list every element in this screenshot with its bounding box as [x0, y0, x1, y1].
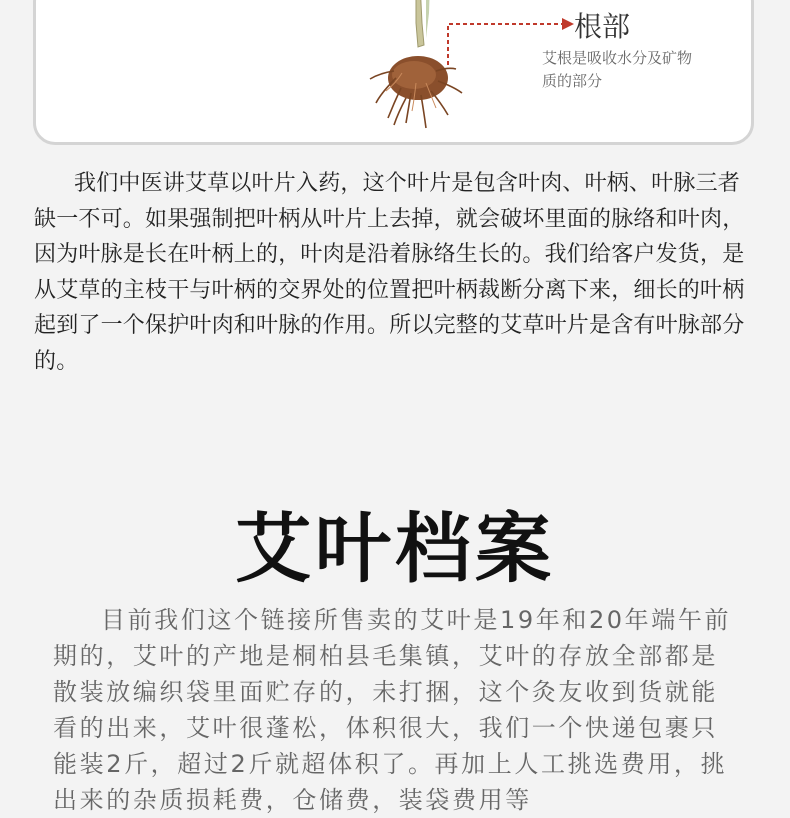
leaf-description-paragraph: 我们中医讲艾草以叶片入药，这个叶片是包含叶肉、叶柄、叶脉三者缺一不可。如果强制把叶柄从叶片上去掉，就会破坏里面的脉络和叶肉，因为叶脉是长在叶柄上的，叶肉是沿着脉络生长的。我们给客户发货，是从艾草的主枝干与叶柄的交界处的位置把叶柄裁断分离下来，细长的叶柄起到了一个保护叶肉和叶脉的作用。所以完整的艾草叶片是含有叶脉部分的。 — [34, 171, 745, 374]
root-illustration-card — [33, 0, 754, 145]
root-label: 根部 — [574, 10, 631, 43]
archive-paragraph: 目前我们这个链接所售卖的艾叶是19年和20年端午前期的，艾叶的产地是桐柏县毛集镇，艾叶的存放全部都是散装放编织袋里面贮存的，未打捆，这个灸友收到货就能看的出来，艾叶很蓬松，体积很大，我们一个快递包裹只能装2斤，超过2斤就超体积了。再加上人工挑选费用，挑出来的杂质损耗费，仓储费，装袋费用等 — [53, 606, 732, 814]
section-title: 艾叶档案 — [235, 504, 555, 593]
root-description: 艾根是吸收水分及矿物质的部分 — [542, 49, 693, 90]
